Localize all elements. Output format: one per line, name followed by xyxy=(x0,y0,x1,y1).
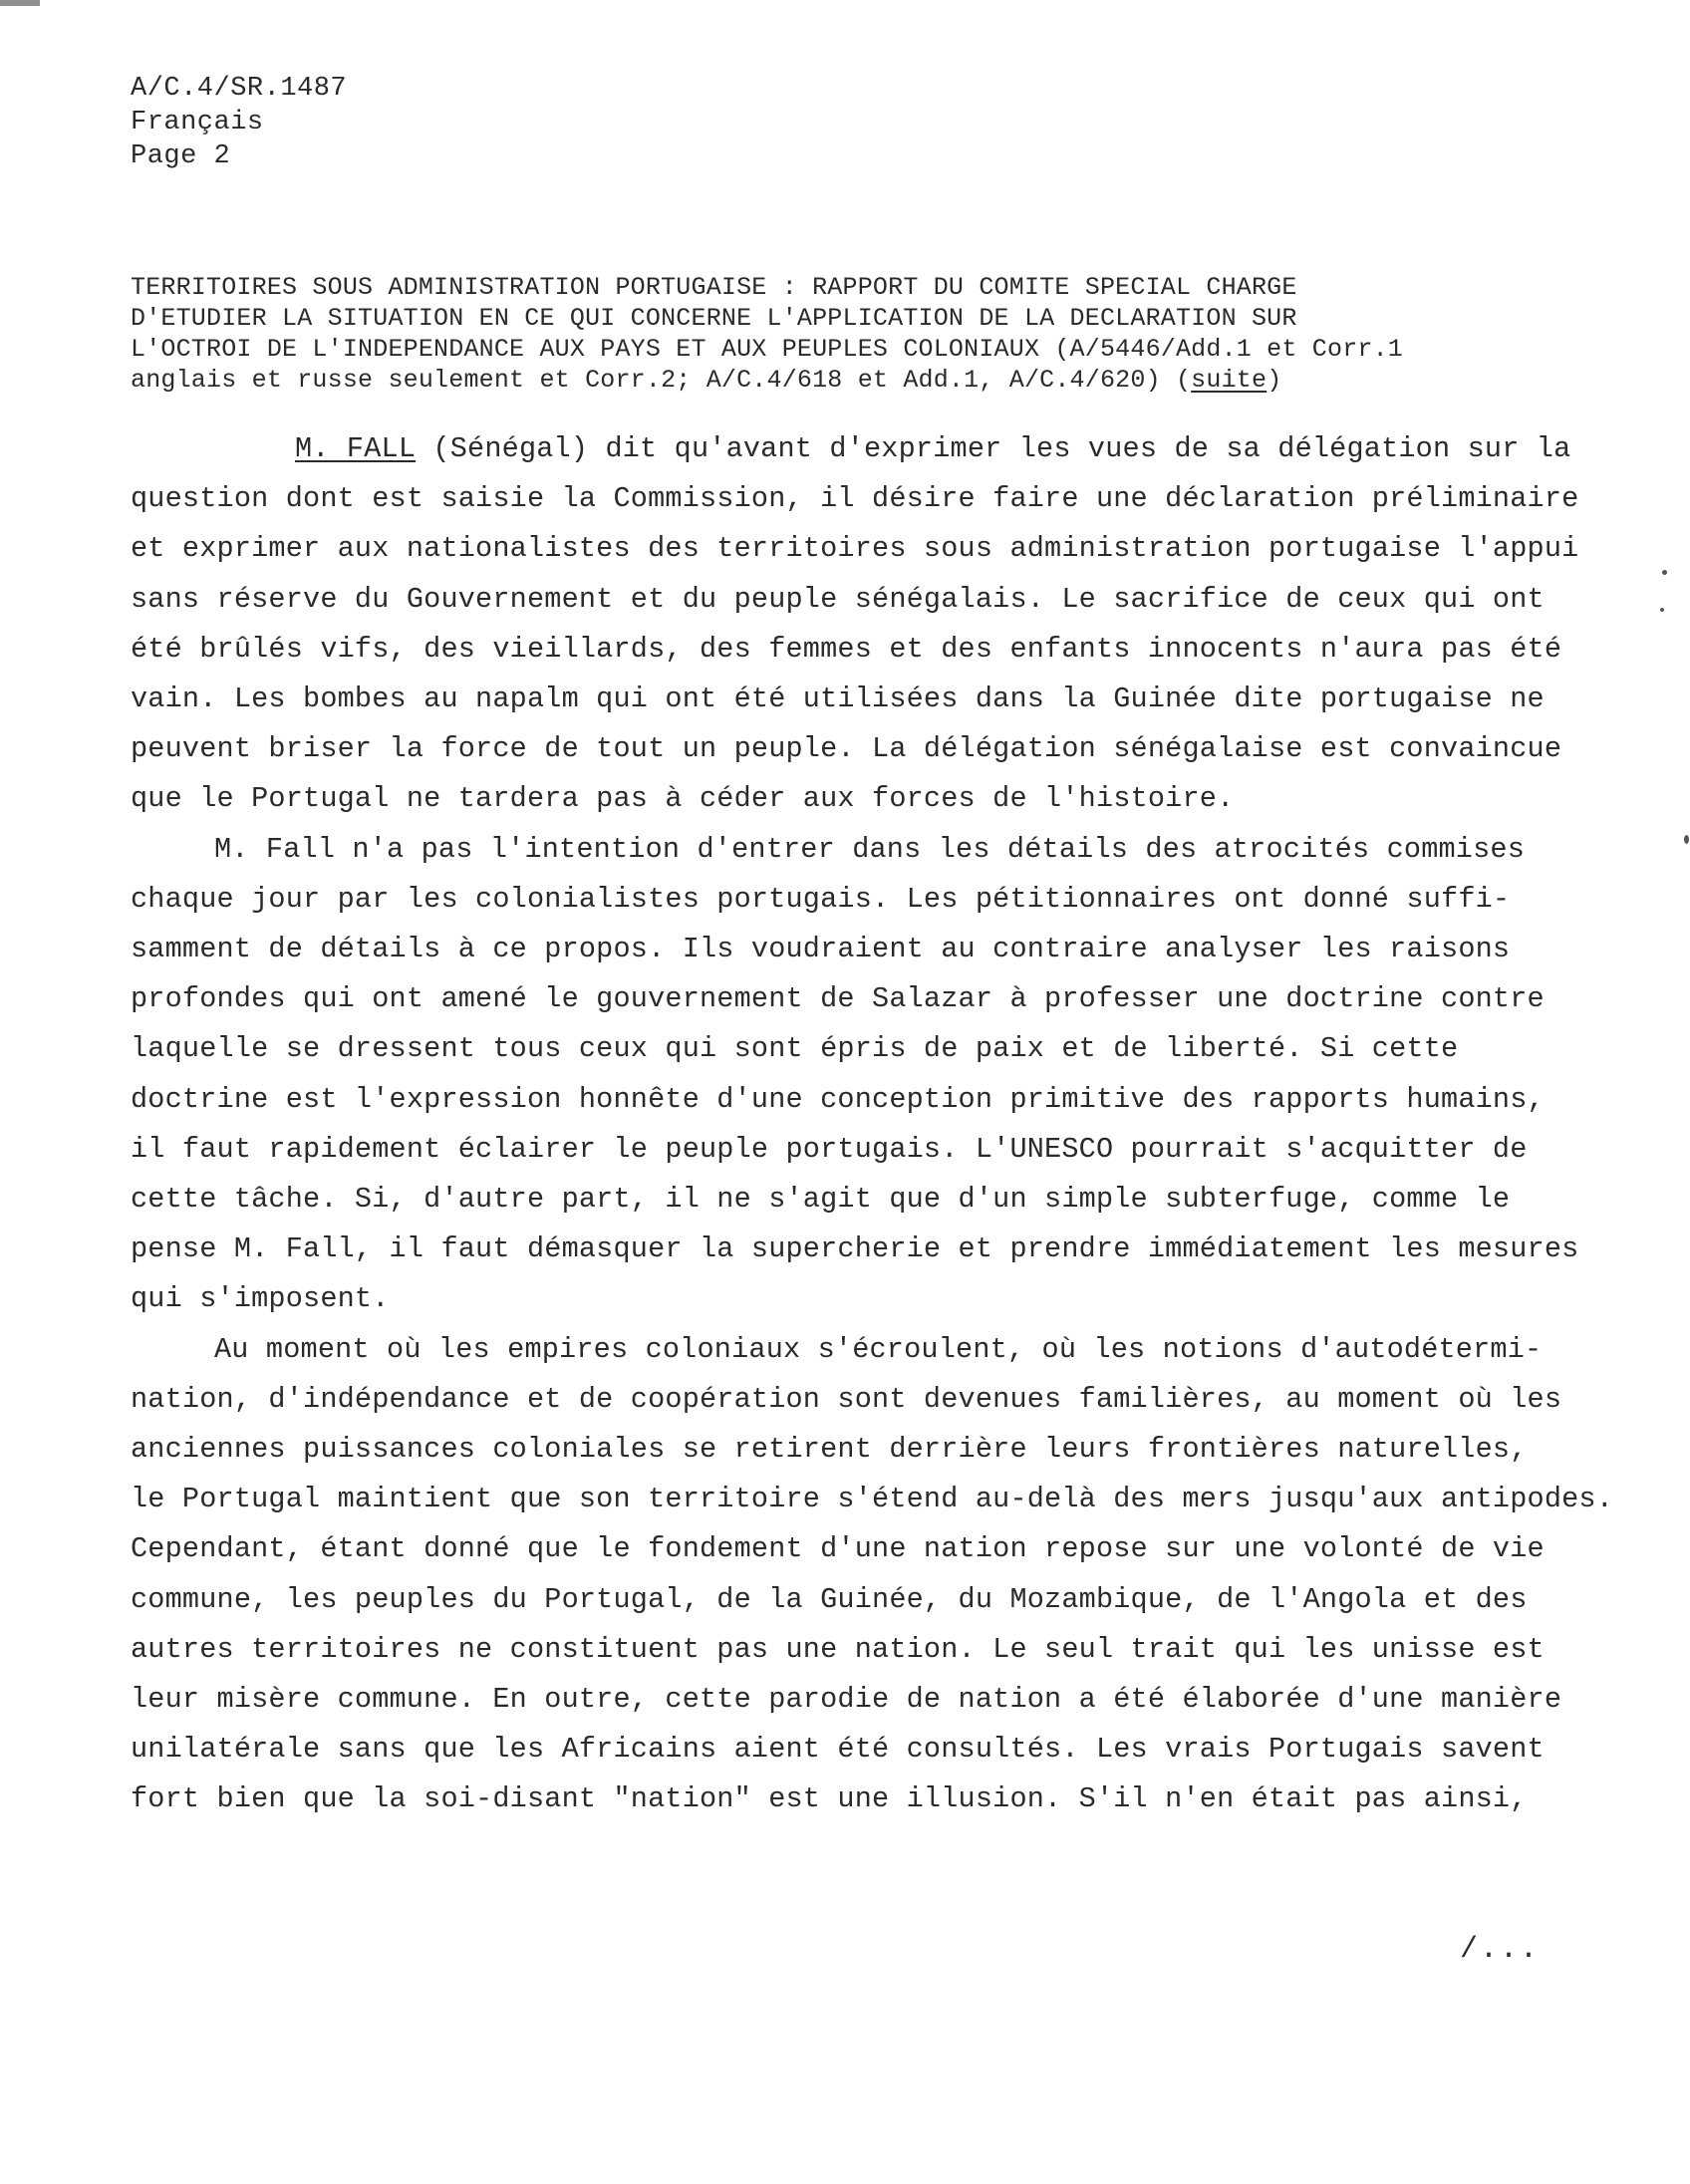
agenda-line-last xyxy=(131,365,1403,396)
paragraph-line: chaque jour par les colonialistes portugais. Les pétitionnaires ont donné suffi- xyxy=(131,882,1511,916)
paragraph-text: (Sénégal) dit qu'avant d'exprimer les vues de sa délégation sur la xyxy=(416,432,1571,465)
paragraph-2-first-line: M. Fall n'a pas l'intention d'entrer dans les détails des atrocités commises xyxy=(214,832,1526,866)
scan-speck xyxy=(1684,835,1689,844)
paragraph-line: et exprimer aux nationalistes des territoires sous administration portugaise l'appui xyxy=(131,532,1579,566)
scan-speck xyxy=(1660,608,1664,612)
paragraph-line: doctrine est l'expression honnête d'une conception primitive des rapports humains, xyxy=(131,1082,1545,1116)
document-language: Français xyxy=(131,108,264,137)
paragraph-line: il faut rapidement éclairer le peuple portugais. L'UNESCO pourrait s'acquitter de xyxy=(131,1132,1528,1166)
agenda-line: L'OCTROI DE L'INDEPENDANCE AUX PAYS ET AUX PEUPLES COLONIAUX (A/5446/Add.1 et Corr.1 xyxy=(131,335,1404,364)
paragraph-line: qui s'imposent. xyxy=(131,1282,390,1316)
page-number: Page 2 xyxy=(131,141,231,171)
suite-label: suite xyxy=(1191,366,1268,395)
paragraph-line: que le Portugal ne tardera pas à céder aux forces de l'histoire. xyxy=(131,782,1235,816)
paragraph-3-first-line: Au moment où les empires coloniaux s'écroulent, où les notions d'autodétermi- xyxy=(214,1332,1543,1366)
paragraph-line: profondes qui ont amené le gouvernement de Salazar à professer une doctrine contre xyxy=(131,982,1545,1016)
paragraph-line: anciennes puissances coloniales se retirent derrière leurs frontières naturelles, xyxy=(131,1433,1528,1467)
paragraph-line: samment de détails à ce propos. Ils voudraient au contraire analyser les raisons xyxy=(131,933,1511,966)
paragraph-line: cette tâche. Si, d'autre part, il ne s'agit que d'un simple subterfuge, comme le xyxy=(131,1183,1511,1217)
document-header xyxy=(131,72,347,173)
speaker-name: M. FALL xyxy=(295,432,417,465)
paragraph-line: leur misère commune. En outre, cette parodie de nation a été élaborée d'une manière xyxy=(131,1683,1562,1717)
paragraph-line: peuvent briser la force de tout un peuple. La délégation sénégalaise est convaincue xyxy=(131,732,1562,766)
agenda-line-close: ) xyxy=(1267,366,1282,395)
agenda-line: D'ETUDIER LA SITUATION EN CE QUI CONCERNE L'APPLICATION DE LA DECLARATION SUR xyxy=(131,304,1297,333)
scan-speck xyxy=(1662,570,1667,575)
paragraph-line: laquelle se dressent tous ceux qui sont épris de paix et de liberté. Si cette xyxy=(131,1032,1459,1066)
document-body xyxy=(131,424,1614,1825)
paragraph-line: unilatérale sans que les Africains aient été consultés. Les vrais Portugais savent xyxy=(131,1733,1545,1767)
paragraph-line: nation, d'indépendance et de coopération sont devenues familières, au moment où les xyxy=(131,1382,1562,1416)
paragraph-line: le Portugal maintient que son territoire s'étend au-delà des mers jusqu'aux antipodes. xyxy=(131,1483,1614,1516)
paragraph-line: été brûlés vifs, des vieillards, des femmes et des enfants innocents n'aura pas été xyxy=(131,632,1562,666)
paragraph-line: autres territoires ne constituent pas une nation. Le seul trait qui les unisse est xyxy=(131,1632,1545,1666)
scan-artifact-top-left xyxy=(0,0,40,6)
agenda-line: TERRITOIRES SOUS ADMINISTRATION PORTUGAISE : RAPPORT DU COMITE SPECIAL CHARGE xyxy=(131,273,1297,302)
paragraph-line: commune, les peuples du Portugal, de la Guinée, du Mozambique, de l'Angola et des xyxy=(131,1582,1528,1616)
paragraph-1-first-line xyxy=(131,424,1571,474)
paragraph-line: question dont est saisie la Commission, il désire faire une déclaration préliminaire xyxy=(131,482,1579,516)
paragraph-line: sans réserve du Gouvernement et du peuple sénégalais. Le sacrifice de ceux qui ont xyxy=(131,582,1545,616)
paragraph-line: vain. Les bombes au napalm qui ont été utilisées dans la Guinée dite portugaise ne xyxy=(131,682,1545,716)
agenda-line-text: anglais et russe seulement et Corr.2; A/C.4/618 et Add.1, A/C.4/620) ( xyxy=(131,366,1192,395)
agenda-item-title xyxy=(131,272,1403,396)
document-symbol: A/C.4/SR.1487 xyxy=(131,74,348,104)
continued-marker: /... xyxy=(1460,1933,1541,1967)
paragraph-line: fort bien que la soi-disant "nation" est une illusion. S'il n'en était pas ainsi, xyxy=(131,1782,1528,1816)
paragraph-line: pense M. Fall, il faut démasquer la supercherie et prendre immédiatement les mesures xyxy=(131,1232,1579,1266)
paragraph-line: Cependant, étant donné que le fondement d'une nation repose sur une volonté de vie xyxy=(131,1532,1545,1566)
